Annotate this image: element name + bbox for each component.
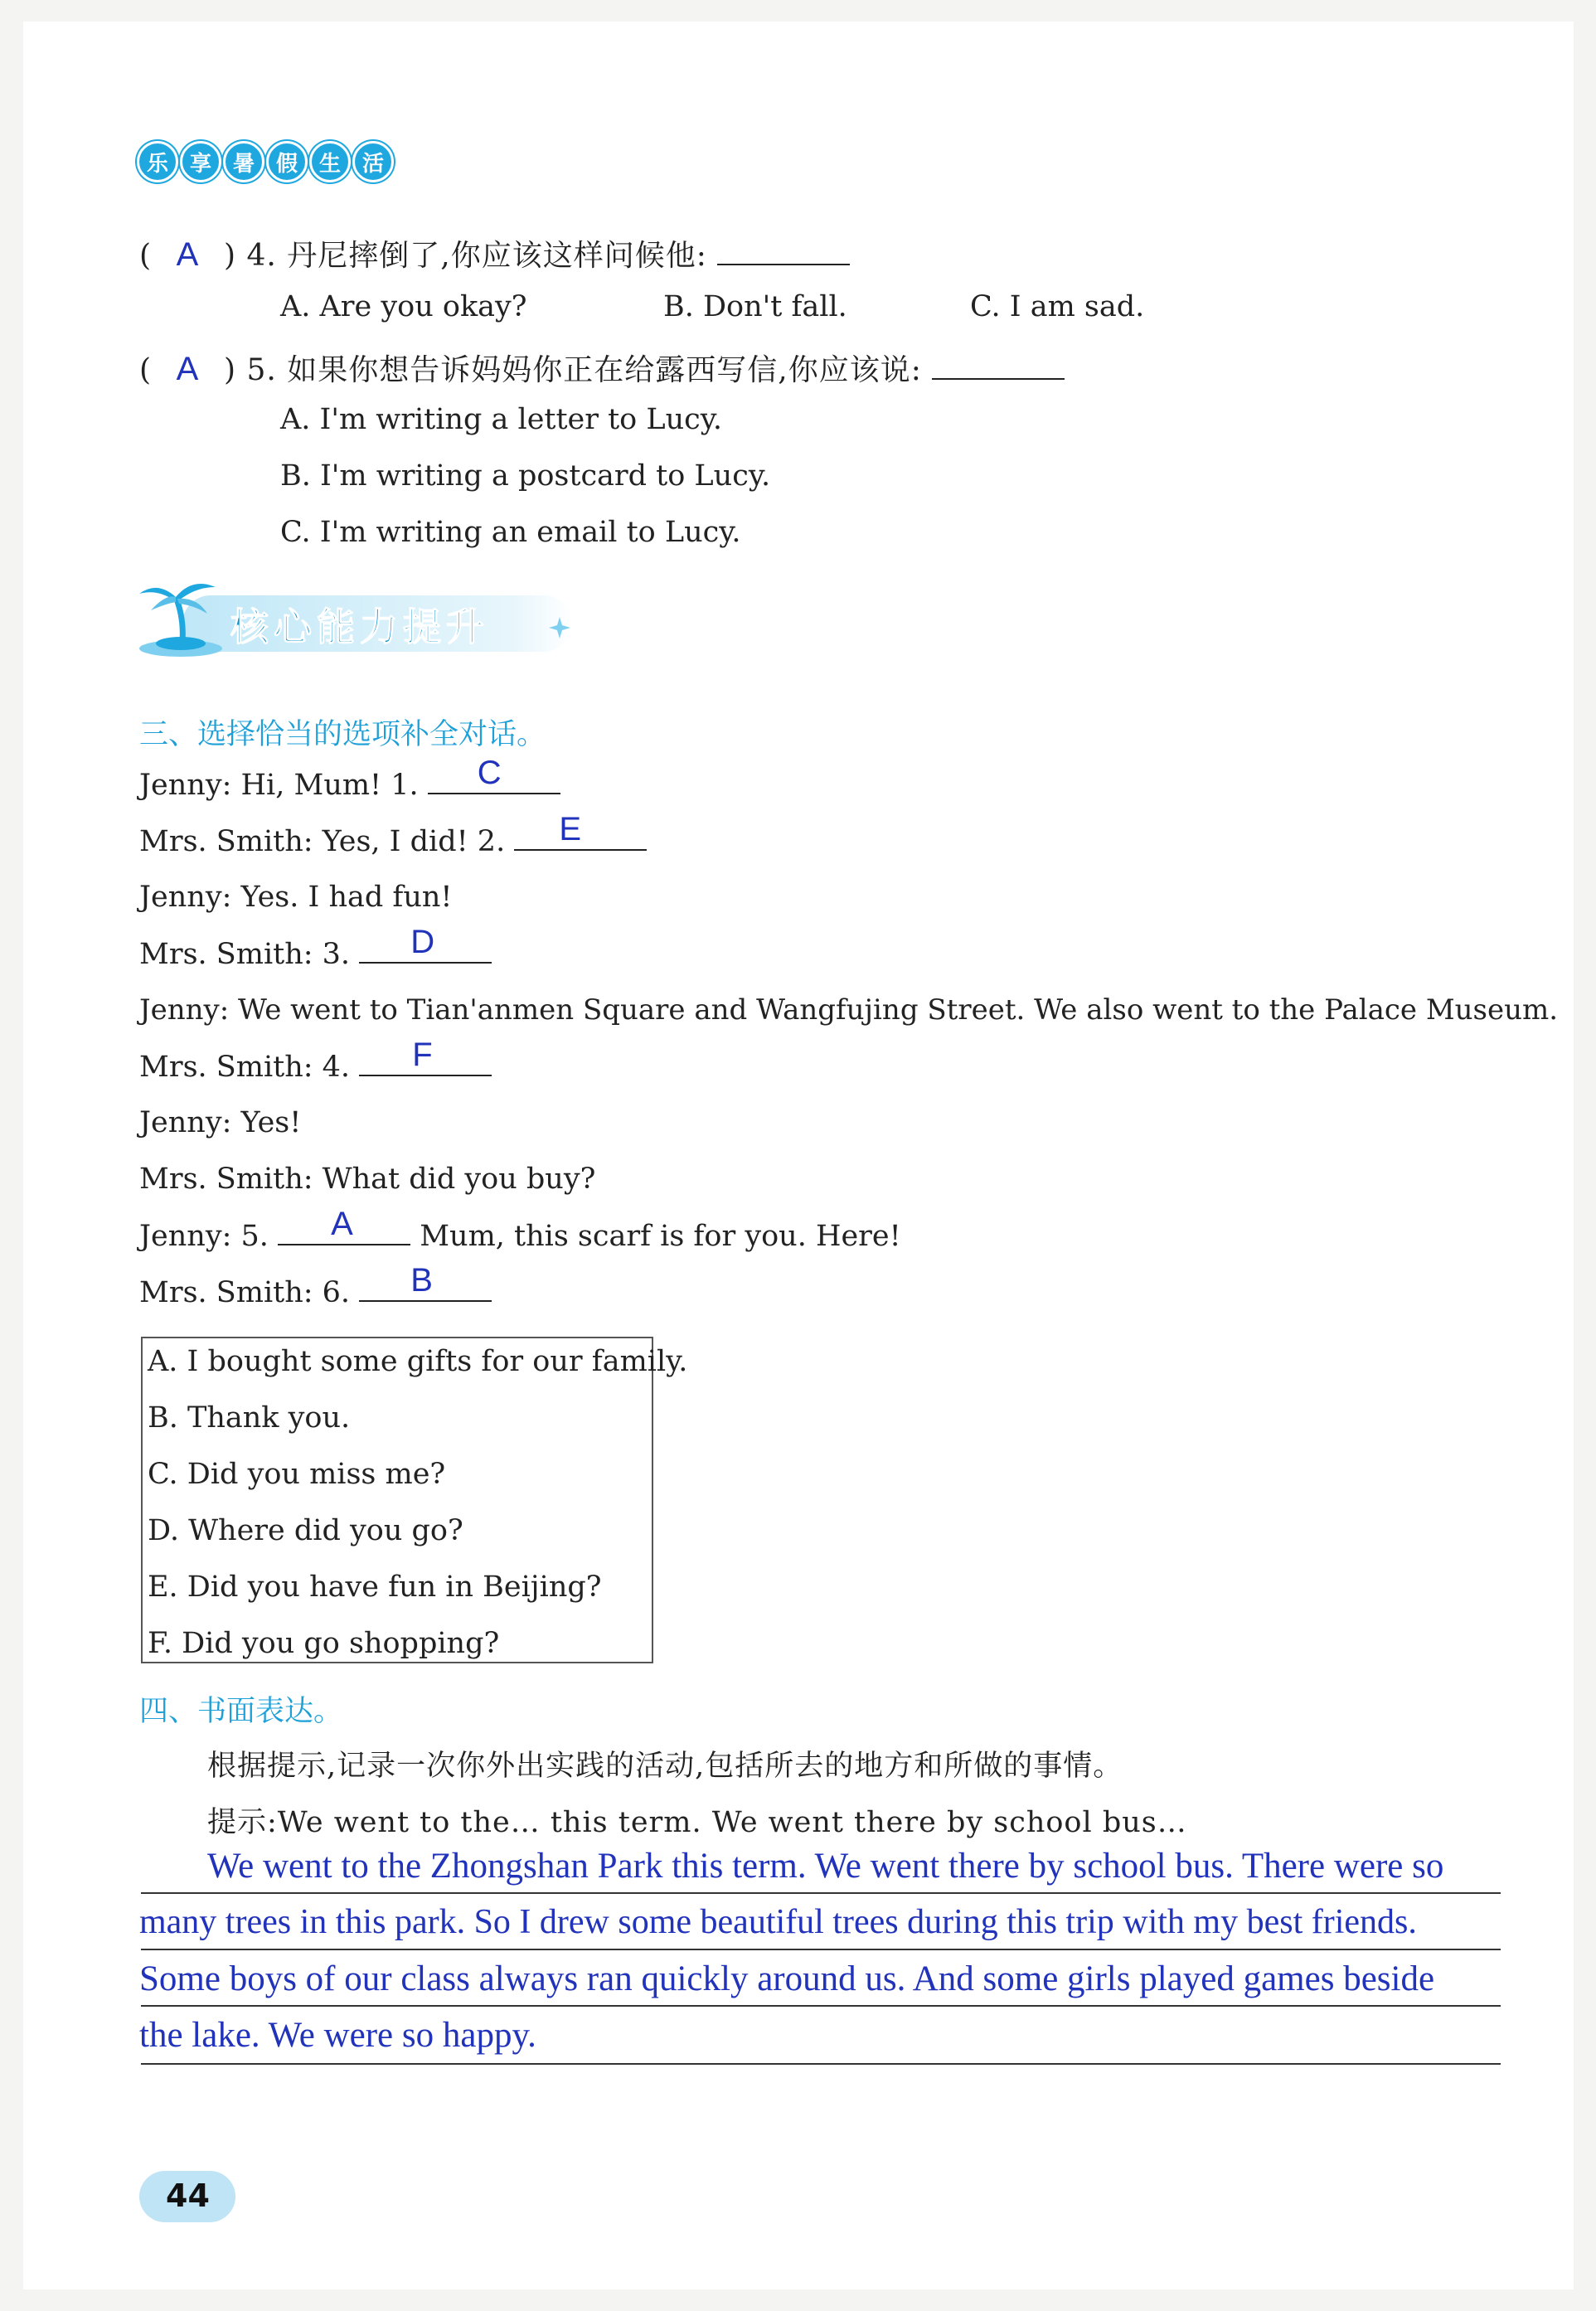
- answer-blank: [359, 1037, 492, 1076]
- badge-char: 乐: [137, 141, 178, 182]
- q4-option-b: B. Don't fall.: [663, 290, 847, 323]
- dialogue-answer-1: C: [477, 755, 502, 791]
- dialogue-answer-6: B: [410, 1262, 433, 1299]
- question-4: [139, 232, 850, 274]
- answer-blank: [514, 811, 647, 851]
- writing-rule: [141, 1949, 1501, 1950]
- dialogue-answer-2: E: [559, 811, 582, 847]
- dialogue-line-7: Jenny: Yes!: [139, 1106, 302, 1139]
- answer-line-4: the lake. We were so happy.: [139, 2016, 536, 2055]
- palm-island-icon: [133, 572, 232, 663]
- paren-close: ): [223, 239, 236, 273]
- header-badge: [137, 141, 394, 182]
- box-option-c: C. Did you miss me?: [148, 1458, 446, 1491]
- dialogue-line-4: Mrs. Smith: 3. D: [139, 937, 492, 971]
- dialogue-line-1: Jenny: Hi, Mum! 1. C: [139, 768, 560, 802]
- banner-title: 核心能力提升: [230, 604, 489, 649]
- sparkle-icon: [547, 615, 572, 640]
- answer-line-2: many trees in this park. So I drew some beautiful trees during this trip with my best friends.: [139, 1903, 1417, 1941]
- dialogue-line-5: Jenny: We went to Tian'anmen Square and Wangfujing Street. We also went to the Palace Museum.: [139, 993, 1559, 1027]
- badge-char: 享: [180, 141, 221, 182]
- answer-line-3: Some boys of our class always ran quickly around us. And some girls played games beside: [139, 1959, 1435, 1998]
- badge-char: 生: [309, 141, 351, 182]
- q4-option-a: A. Are you okay?: [280, 290, 527, 323]
- badge-char: 暑: [223, 141, 264, 182]
- paren-open: (: [139, 353, 153, 387]
- box-option-a: A. I bought some gifts for our family.: [148, 1345, 688, 1378]
- answer-blank: [717, 263, 850, 265]
- dialogue-line-10: Mrs. Smith: 6. B: [139, 1275, 492, 1309]
- writing-hint: 提示:We went to the… this term. We went there by school bus…: [207, 1806, 1187, 1839]
- dialogue-line-3: Jenny: Yes. I had fun!: [139, 881, 453, 914]
- q4-option-c: C. I am sad.: [970, 290, 1145, 323]
- page-number: 44: [166, 2177, 210, 2214]
- dialogue-line-9: Jenny: 5. A Mum, this scarf is for you. Here!: [139, 1206, 901, 1253]
- paren-close: ): [223, 353, 236, 387]
- answer-5: A: [176, 351, 200, 387]
- question-5-text: 5. 如果你想告诉妈妈你正在给露西写信,你应该说:: [246, 353, 922, 387]
- answer-blank: [278, 1206, 410, 1245]
- dialogue-line-2: Mrs. Smith: Yes, I did! 2. E: [139, 824, 647, 858]
- dialogue-answer-4: F: [412, 1037, 433, 1073]
- badge-char: 假: [266, 141, 308, 182]
- writing-instruction: 根据提示,记录一次你外出实践的活动,包括所去的地方和所做的事情。: [207, 1750, 1123, 1783]
- badge-char: 活: [352, 141, 394, 182]
- answer-blank: [932, 377, 1065, 380]
- answer-blank: [359, 1262, 492, 1302]
- section-banner: [133, 572, 580, 663]
- question-5: [139, 347, 1065, 389]
- dialogue-answer-3: D: [410, 924, 435, 960]
- answer-blank: [428, 755, 560, 794]
- question-4-text: 4. 丹尼摔倒了,你应该这样问候他:: [246, 239, 707, 273]
- answer-4: A: [176, 236, 200, 273]
- options-box: [141, 1337, 688, 1663]
- paren-open: (: [139, 239, 153, 273]
- box-option-d: D. Where did you go?: [148, 1514, 463, 1547]
- dialogue-answer-5: A: [331, 1206, 353, 1242]
- q5-option-a: A. I'm writing a letter to Lucy.: [280, 403, 722, 436]
- section-3-title: 三、选择恰当的选项补全对话。: [139, 718, 546, 751]
- dialogue-line-6: Mrs. Smith: 4. F: [139, 1050, 492, 1084]
- box-option-e: E. Did you have fun in Beijing?: [148, 1571, 602, 1604]
- q5-option-c: C. I'm writing an email to Lucy.: [280, 516, 741, 549]
- writing-rule: [141, 1892, 1501, 1894]
- writing-rule: [141, 2005, 1501, 2007]
- answer-line-1: We went to the Zhongshan Park this term. We went there by school bus. There were so: [207, 1847, 1444, 1886]
- q5-option-b: B. I'm writing a postcard to Lucy.: [280, 459, 771, 493]
- box-option-b: B. Thank you.: [148, 1401, 351, 1435]
- writing-rule: [141, 2063, 1501, 2065]
- box-option-f: F. Did you go shopping?: [148, 1627, 500, 1660]
- dialogue-line-8: Mrs. Smith: What did you buy?: [139, 1163, 596, 1196]
- section-4-title: 四、书面表达。: [139, 1695, 343, 1728]
- answer-blank: [359, 924, 492, 964]
